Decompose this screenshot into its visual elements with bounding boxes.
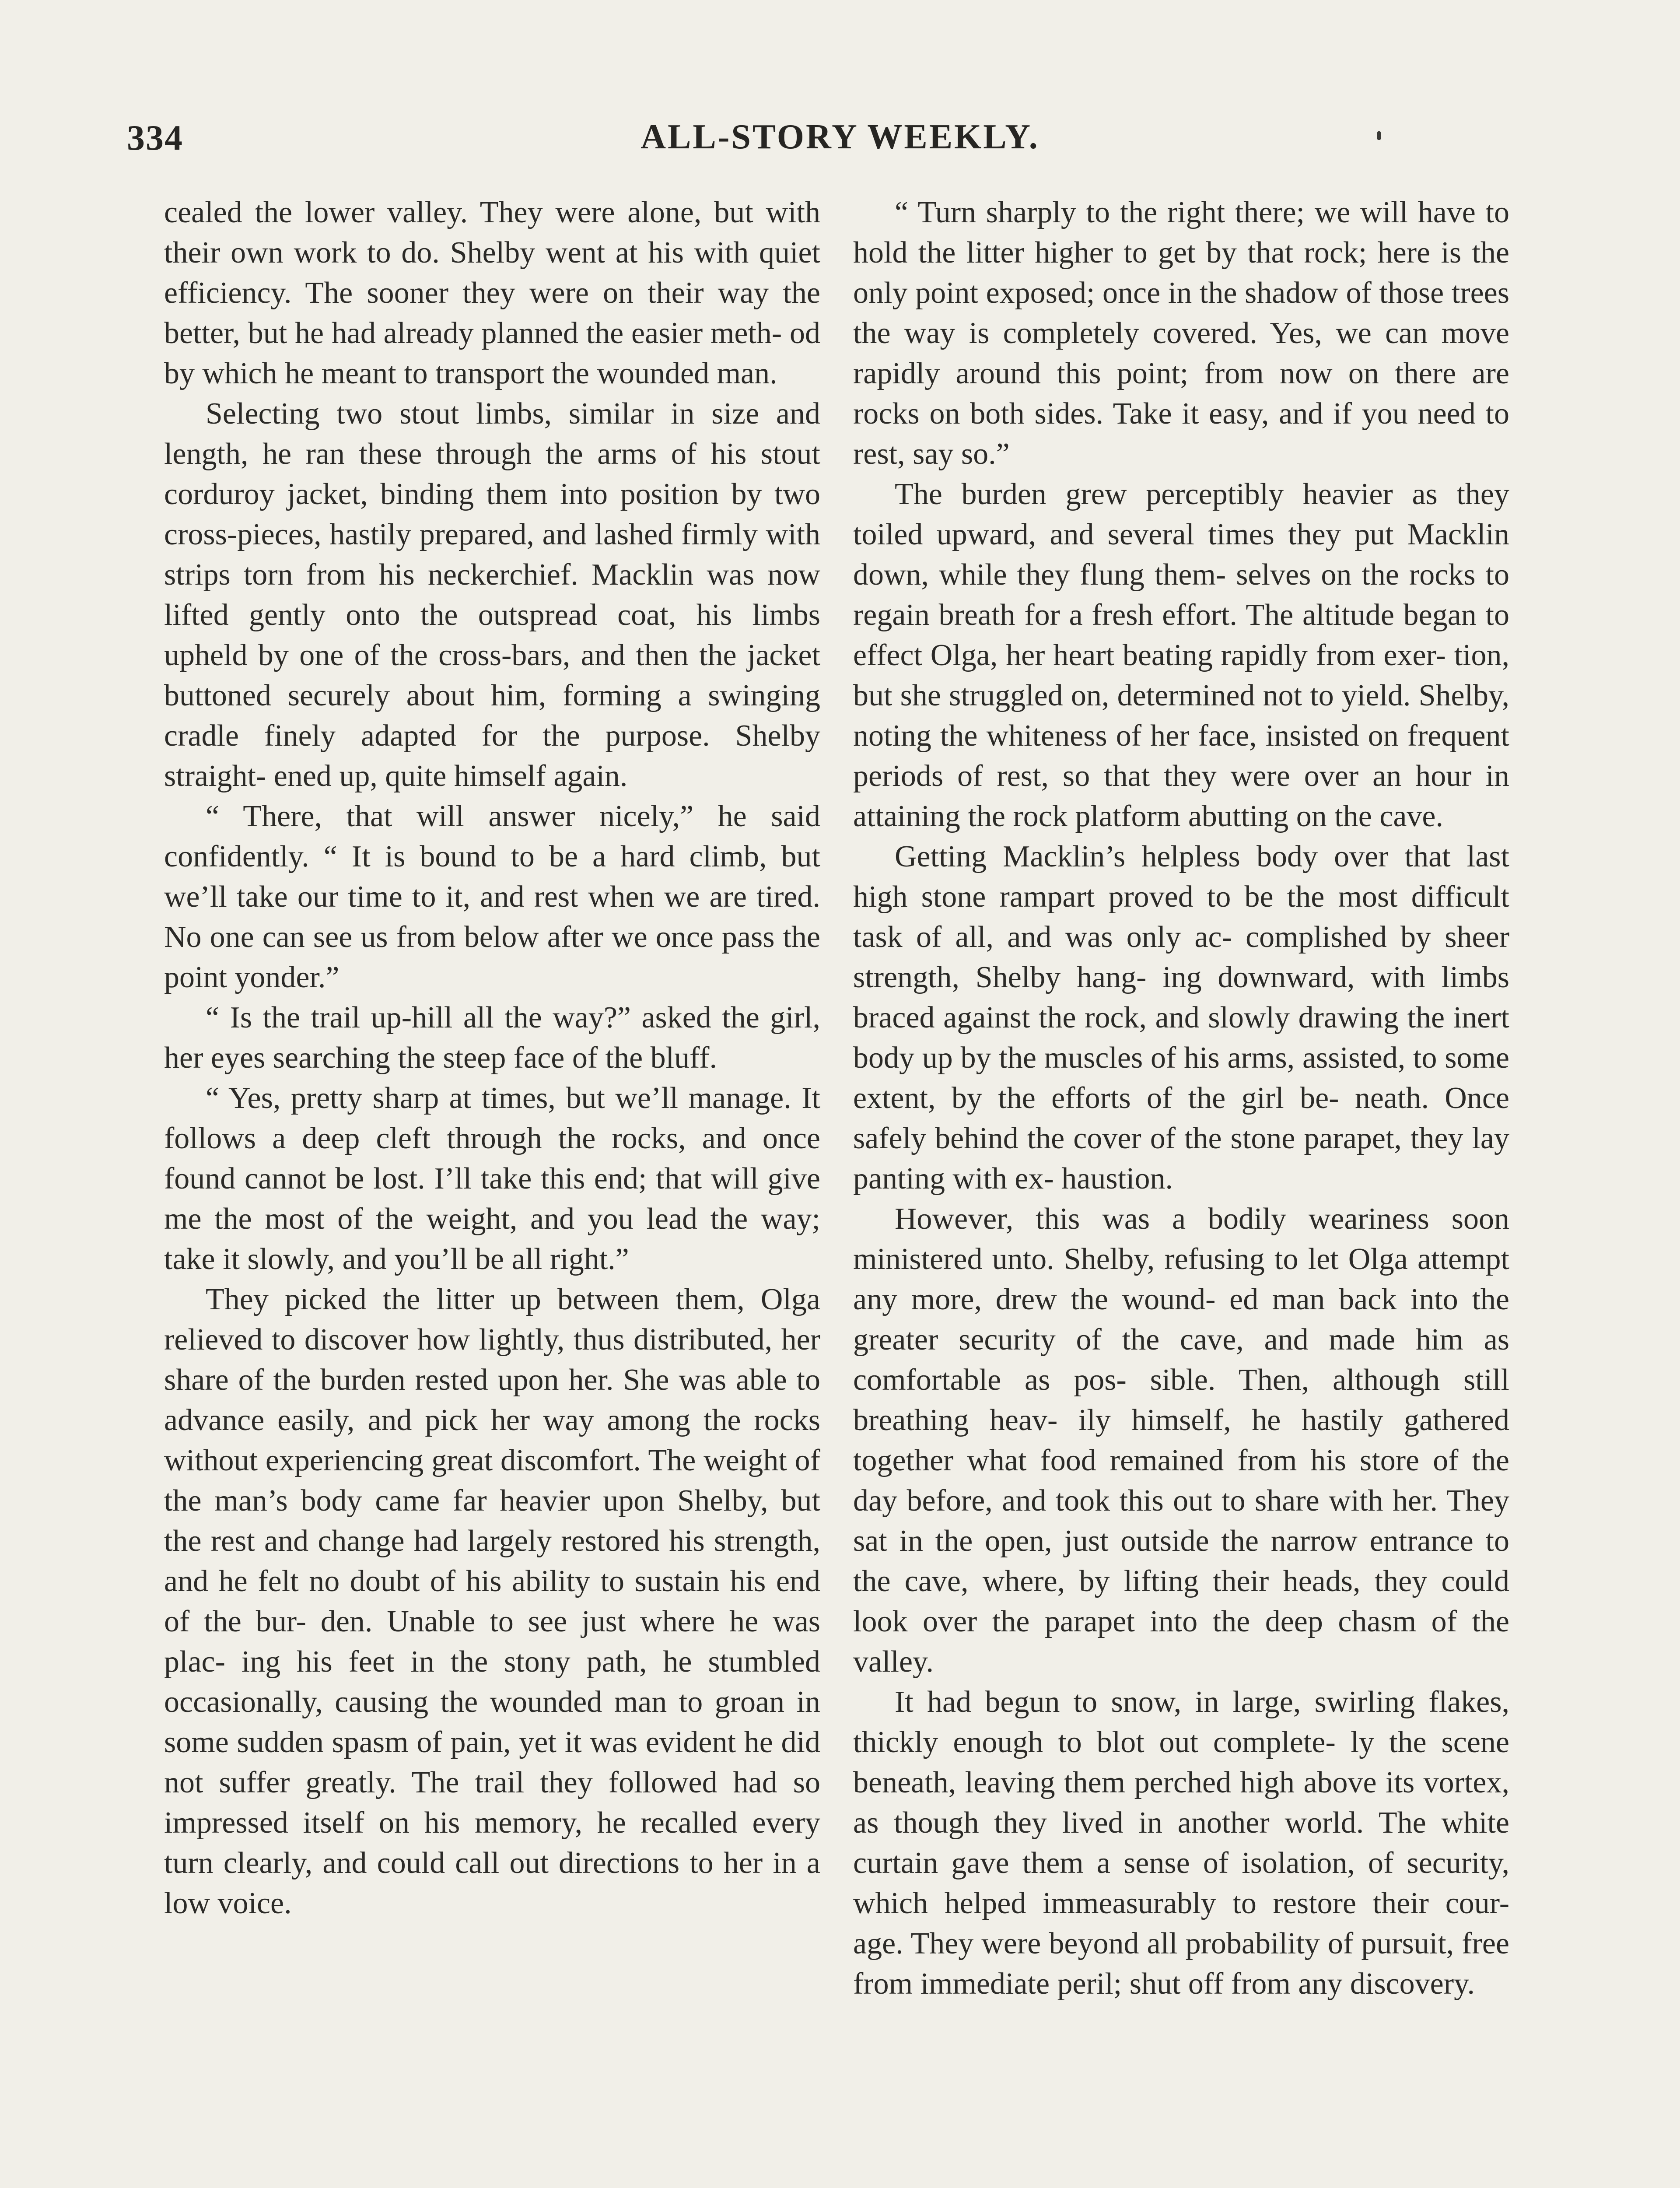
paragraph: Selecting two stout limbs, similar in size and length, he ran these through the arms of his stout corduroy jacket, binding them into position by two cross-pieces, hastily prepared, and lashed firmly with strips torn from his neckerchief. Macklin was now lifted gently onto the outspread coat, his limbs upheld by one of the cross-bars, and then the jacket buttoned securely about him, forming a swinging cradle finely adapted for the purpose. Shelby straight- ened up, quite himself again. [164,397,820,793]
paragraph: “ Yes, pretty sharp at times, but we’ll manage. It follows a deep cleft through the rocks, and once found cannot be lost. I’ll take this end; that will give me the most of the weight, and you lead the way; take it slowly, and you’ll be all right.” [164,1081,820,1276]
paragraph: The burden grew perceptibly heavier as they toiled upward, and several times they put Macklin down, while they flung them- selves on the rocks to regain breath for a fresh effort. The altitude began to effect Olga, her heart beating rapidly from exer- tion, but she struggled on, determined not to yield. Shelby, noting the whiteness of her face, insisted on frequent periods of rest, so that they were over an hour in attaining the rock platform abutting on the cave. [853,477,1509,833]
paragraph: “ Is the trail up-hill all the way?” asked the girl, her eyes searching the steep face of the bluff. [164,1001,820,1075]
print-mark [1377,131,1381,140]
paragraph: It had begun to snow, in large, swirling flakes, thickly enough to blot out complete- ly the scene beneath, leaving them perched high above its vortex, as though they lived in another world. The white curtain gave them a sense of isolation, of security, which helped immeasurably to restore their cour- age. They were beyond all probability of pursuit, free from immediate peril; shut off from any discovery. [853,1685,1509,2001]
paragraph: Getting Macklin’s helpless body over that last high stone rampart proved to be the most difficult task of all, and was only ac- complished by sheer strength, Shelby hang- ing downward, with limbs braced against the rock, and slowly drawing the inert body up by the muscles of his arms, assisted, to some extent, by the efforts of the girl be- neath. Once safely behind the cover of the stone parapet, they lay panting with ex- haustion. [853,840,1509,1196]
page-number: 334 [127,118,183,158]
paragraph: “ Turn sharply to the right there; we will have to hold the litter higher to get by that rock; here is the only point exposed; once in the shadow of those trees the way is completely covered. Yes, we can move rapidly around this point; from now on there are rocks on both sides. Take it easy, and if you need to rest, say so.” [853,196,1509,471]
left-column [164,193,820,1924]
paragraph: However, this was a bodily weariness soon ministered unto. Shelby, refusing to let Olga attempt any more, drew the wound- ed man back into the greater security of the cave, and made him as comfortable as pos- sible. Then, although still breathing heav- ily himself, he hastily gathered together what food remained from his store of the day before, and took this out to share with her. They sat in the open, just outside the narrow entrance to the cave, where, by lifting their heads, they could look over the parapet into the deep chasm of the valley. [853,1202,1509,1679]
paragraph: “ There, that will answer nicely,” he said confidently. “ It is bound to be a hard climb, but we’ll take our time to it, and rest when we are tired. No one can see us from below after we once pass the point yonder.” [164,799,820,994]
running-head [0,117,1680,157]
paragraph: cealed the lower valley. They were alone, but with their own work to do. Shelby went at his with quiet efficiency. The sooner they were on their way the better, but he had already planned the easier meth- od by which he meant to transport the wounded man. [164,196,820,390]
right-column [853,193,1509,2004]
magazine-title: ALL-STORY WEEKLY. [640,118,1040,156]
paragraph: They picked the litter up between them, Olga relieved to discover how lightly, thus distributed, her share of the burden rested upon her. She was able to advance easily, and pick her way among the rocks without experiencing great discomfort. The weight of the man’s body came far heavier upon Shelby, but the rest and change had largely restored his strength, and he felt no doubt of his ability to sustain his end of the bur- den. Unable to see just where he was plac- ing his feet in the stony path, he stumbled occasionally, causing the wounded man to groan in some sudden spasm of pain, yet it was evident he did not suffer greatly. The trail they followed had so impressed itself on his memory, he recalled every turn clearly, and could call out directions to her in a low voice. [164,1283,820,1920]
